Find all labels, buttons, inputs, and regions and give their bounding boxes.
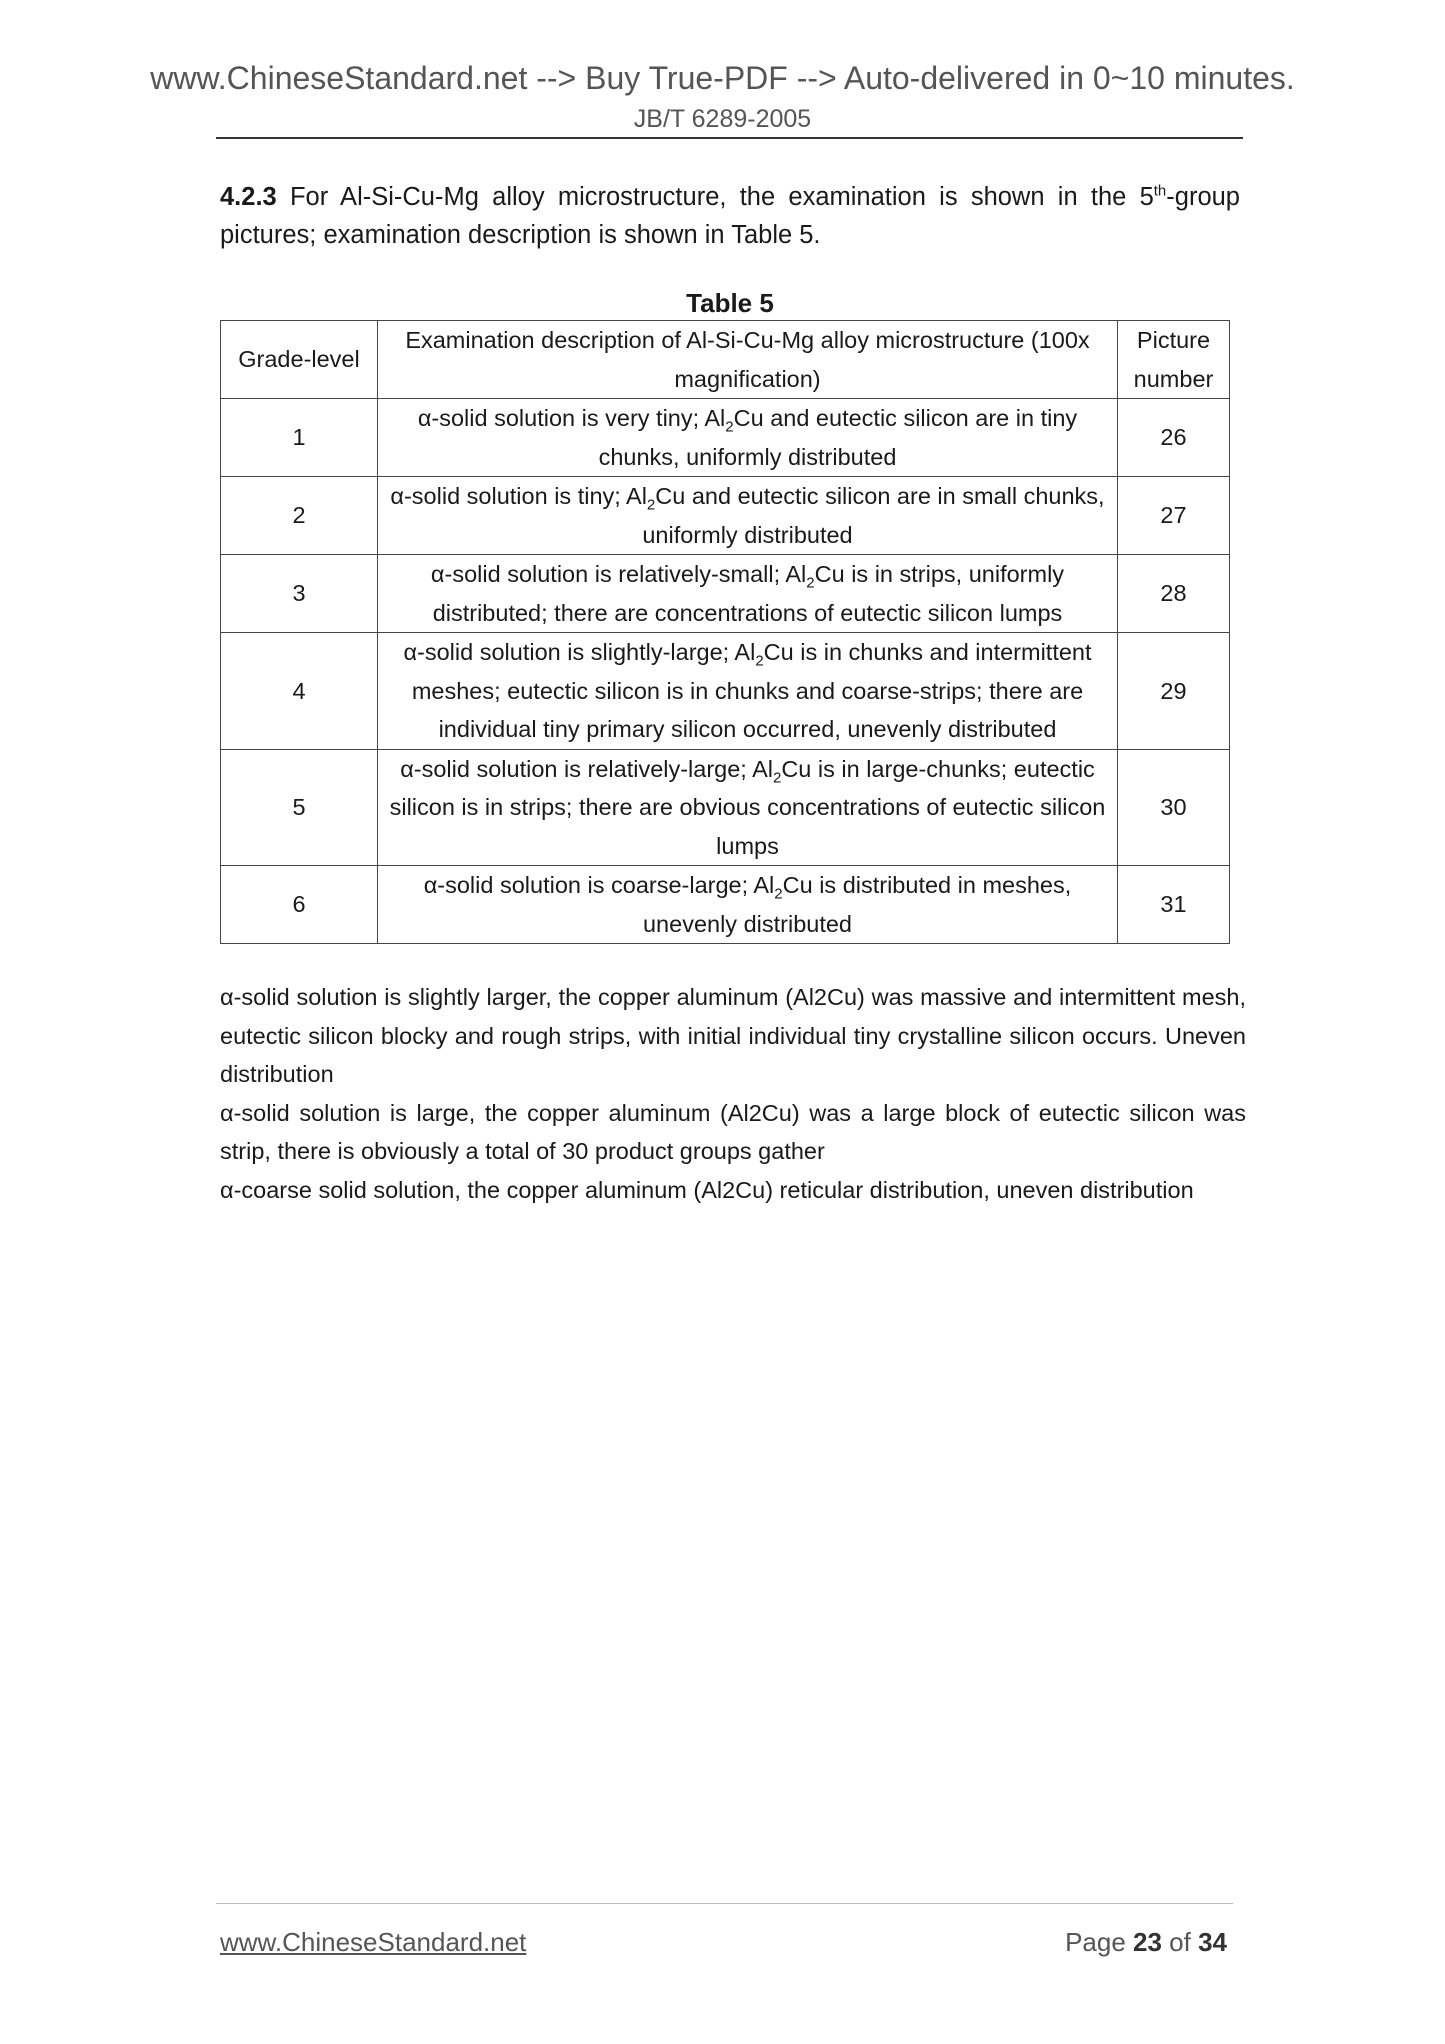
description-text: Cu is in strips, uniformly distributed; there are concentrations of eutectic silicon lumps	[432, 561, 1065, 626]
description-text: α-solid solution is relatively-large; Al	[400, 755, 773, 782]
table-caption: Table 5	[686, 288, 774, 318]
table-row	[221, 866, 1230, 944]
clause-number: 4.2.3	[220, 183, 277, 211]
picture-cell: 28	[1118, 555, 1230, 633]
table-header-row	[221, 321, 1230, 399]
description-text: Cu and eutectic silicon are in tiny chunks, uniformly distributed	[598, 405, 1078, 470]
header-description: Examination description of Al-Si-Cu-Mg alloy microstructure (100x magnification)	[378, 321, 1118, 399]
grade-cell: 4	[221, 633, 378, 750]
subscript: 2	[806, 574, 815, 592]
header-divider	[216, 137, 1243, 139]
notes-section	[220, 978, 1246, 1209]
note-paragraph: α-coarse solid solution, the copper aluminum (Al2Cu) reticular distribution, uneven distribution	[220, 1176, 1194, 1203]
intro-text-1: For Al-Si-Cu-Mg alloy microstructure, the examination is shown in the 5	[276, 183, 1154, 211]
description-text: α-solid solution is tiny; Al	[390, 483, 647, 509]
note-paragraph: α-solid solution is large, the copper aluminum (Al2Cu) was a large block of eutectic silicon was strip, there is obviously a total of 30 product groups gather	[220, 1099, 1246, 1164]
picture-cell: 31	[1118, 866, 1230, 944]
grade-cell: 2	[221, 477, 378, 555]
table-row	[221, 477, 1230, 555]
description-text: Cu is distributed in meshes, unevenly distributed	[642, 872, 1072, 937]
subscript: 2	[774, 885, 783, 903]
description-cell	[378, 749, 1118, 866]
standard-code: JB/T 6289-2005	[633, 105, 812, 133]
top-banner[interactable]: www.ChineseStandard.net --> Buy True-PDF --> Auto-delivered in 0~10 minutes.	[150, 60, 1295, 96]
header-picture-number: Picture number	[1118, 321, 1230, 399]
description-text: α-solid solution is relatively-small; Al	[430, 561, 807, 587]
page-indicator	[1065, 1925, 1227, 1959]
footer-site-link[interactable]: www.ChineseStandard.net	[220, 1927, 527, 1957]
picture-cell: 27	[1118, 477, 1230, 555]
footer-divider	[216, 1903, 1233, 1904]
description-text: α-solid solution is slightly-large; Al	[403, 639, 756, 665]
note-paragraph: α-solid solution is slightly larger, the copper aluminum (Al2Cu) was massive and intermittent mesh, eutectic silicon blocky and rough strips, with initial individual tiny crystalline silicon occurs. Uneven distribution	[220, 984, 1246, 1087]
grade-cell: 3	[221, 555, 378, 633]
description-cell	[378, 555, 1118, 633]
picture-cell: 30	[1118, 749, 1230, 866]
page-total: 34	[1198, 1927, 1227, 1957]
subscript: 2	[755, 652, 764, 670]
grade-table	[220, 320, 1230, 944]
table-row	[221, 555, 1230, 633]
table-row	[221, 633, 1230, 750]
intro-superscript: th	[1153, 182, 1167, 200]
description-text: Cu and eutectic silicon are in small chunks, uniformly distributed	[642, 483, 1105, 548]
grade-cell: 1	[221, 399, 378, 477]
description-cell	[378, 477, 1118, 555]
table-row	[221, 749, 1230, 866]
grade-cell: 6	[221, 866, 378, 944]
page-number: 23	[1133, 1927, 1162, 1957]
description-text: α-solid solution is coarse-large; Al	[423, 872, 775, 898]
subscript: 2	[772, 769, 782, 787]
description-text: Cu is in chunks and intermittent meshes; eutectic silicon is in chunks and coarse-strips; there are individual tiny primary silicon occurred, unevenly distributed	[411, 639, 1092, 742]
intro-text-2: -group pictures; examination description is shown in Table 5.	[220, 183, 1240, 249]
description-text: α-solid solution is very tiny; Al	[417, 405, 726, 431]
description-cell	[378, 866, 1118, 944]
header-grade-level: Grade-level	[221, 321, 378, 399]
description-cell	[378, 633, 1118, 750]
description-cell	[378, 399, 1118, 477]
description-text: Cu is in large-chunks; eutectic silicon is in strips; there are obvious concentrations of eutectic silicon lumps	[389, 755, 1106, 859]
picture-cell: 29	[1118, 633, 1230, 750]
intro-paragraph	[220, 178, 1240, 254]
table-row	[221, 399, 1230, 477]
picture-cell: 26	[1118, 399, 1230, 477]
subscript: 2	[725, 418, 734, 436]
subscript: 2	[646, 496, 656, 514]
grade-cell: 5	[221, 749, 378, 866]
page-label: Page	[1065, 1927, 1134, 1957]
page-of-label: of	[1161, 1927, 1199, 1957]
